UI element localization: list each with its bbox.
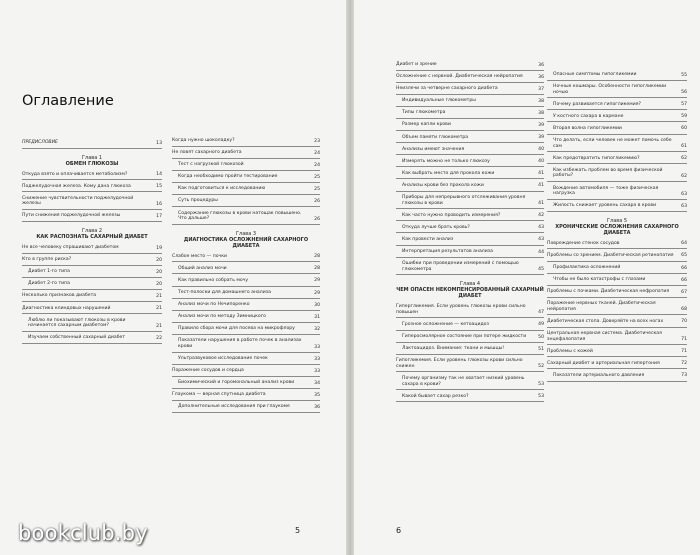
toc-entry <box>547 331 687 345</box>
toc-entry <box>22 213 162 222</box>
toc-subentry <box>172 326 320 335</box>
toc-subentry <box>172 162 320 171</box>
toc-entry-title: Какой бывает сахар резко? <box>402 393 469 399</box>
chapter-title: ЧЕМ ОПАСЕН НЕКОМПЕНСИРОВАННЫЙ САХАРНЫЙ ДИАБЕТ <box>396 287 544 300</box>
toc-subentry <box>172 302 320 311</box>
toc-page-number: 72 <box>681 361 687 367</box>
toc-page-number: 68 <box>681 307 687 313</box>
toc-entry <box>22 140 162 149</box>
toc-subentry <box>396 237 544 246</box>
toc-page-number: 33 <box>314 356 320 362</box>
toc-page-number: 31 <box>314 314 320 320</box>
toc-page-number: 33 <box>314 344 320 350</box>
toc-subentry <box>22 335 162 344</box>
toc-entry-title: Тест с нагрузкой глюкозой <box>178 162 244 168</box>
toc-subentry <box>22 269 162 278</box>
right-page <box>354 0 700 555</box>
toc-page-number: 39 <box>538 135 544 141</box>
toc-entry-title: Лактоацидоз. Внимание: ткани и мышцы! <box>402 346 505 352</box>
toc-entry-title: Диабет 1-го типа <box>28 269 70 275</box>
toc-subentry <box>547 265 687 274</box>
toc-page-number: 36 <box>314 404 320 410</box>
right-column-1 <box>396 62 544 406</box>
toc-page-number: 20 <box>156 257 162 263</box>
toc-entry-title: Почему организму так не хватает низкий уровень сахара в крови? <box>402 375 525 387</box>
toc-page-number: 71 <box>681 349 687 355</box>
toc-subentry <box>22 318 162 332</box>
toc-entry-title: Люблю ли показывают глюкозы в крови начинается сахарным диабетом? <box>28 317 126 329</box>
toc-subentry <box>396 394 544 403</box>
toc-entry-title: Измерять можно не только глюкозу <box>402 158 490 164</box>
toc-page-number: 53 <box>538 394 544 400</box>
toc-page-number: 40 <box>538 159 544 165</box>
toc-entry-title: Интерпретация результатов анализа <box>402 249 493 254</box>
toc-entry-title: Осложнение с нервной. Диабетическая нейропатия <box>396 74 523 80</box>
toc-page-number: 21 <box>156 293 162 299</box>
toc-page-number: 63 <box>681 191 687 197</box>
toc-page-number: 28 <box>314 266 320 272</box>
chapter-title: ДИАГНОСТИКА ОСЛОЖНЕНИЙ САХАРНОГО ДИАБЕТА <box>183 236 309 249</box>
chapter-title: ОБМЕН ГЛЮКОЗЫ <box>65 160 119 167</box>
toc-entry <box>22 257 162 266</box>
toc-entry-title: Биохимический и горомональный анализ крови <box>178 380 295 386</box>
toc-entry-title: Как провести анализ <box>402 236 454 242</box>
toc-entry-title: Анализ мочи по методу Зимницкого <box>178 314 266 320</box>
page-number: 5 <box>295 526 301 535</box>
toc-page-number: 28 <box>314 254 320 260</box>
toc-entry <box>22 306 162 315</box>
toc-entry <box>547 319 687 328</box>
toc-entry-title: Диабет и зрение <box>396 62 437 67</box>
chapter-heading <box>22 228 162 240</box>
toc-page-number: 59 <box>681 114 687 120</box>
toc-entry-title: Вторая волна гипогликемии <box>553 125 622 131</box>
toc-entry-title: Изучаем собственный сахарный диабет <box>28 335 126 341</box>
toc-subentry <box>547 138 687 152</box>
toc-subentry <box>172 290 320 299</box>
toc-entry-title: Вождение автомобиля — тоже физическая нагрузка <box>553 185 659 197</box>
toc-subentry <box>396 98 544 107</box>
toc-entry-title: Диагностика клиндовых нарушений <box>22 305 111 311</box>
toc-subentry <box>396 147 544 156</box>
toc-entry-title: Тест-полоски для домашнего анализа <box>178 290 271 296</box>
toc-page-number: 35 <box>314 392 320 398</box>
toc-page-number: 25 <box>314 186 320 192</box>
toc-page-number: 62 <box>681 156 687 162</box>
toc-page-number: 42 <box>538 213 544 219</box>
watermark: bookclub.by <box>18 521 148 545</box>
toc-page-number: 21 <box>156 306 162 312</box>
toc-entry-title: Слабое место — почки <box>172 253 227 259</box>
toc-entry-title: Чтобы не было катастрофы с глазами <box>553 277 646 283</box>
toc-page-number: 70 <box>681 319 687 325</box>
toc-entry-title: Поражение нервных тканей. Диабетическая нейропатия <box>547 301 656 312</box>
toc-subentry <box>547 168 687 182</box>
toc-entry-title: Повреждение стенок сосудов <box>547 240 620 246</box>
toc-subentry <box>172 404 320 413</box>
right-column-2 <box>547 72 687 385</box>
toc-entry-title: Размер капли крови <box>402 122 451 128</box>
toc-page-number: 36 <box>538 62 544 68</box>
toc-page-number: 23 <box>314 138 320 144</box>
toc-entry-title: Профилактика осложнений <box>553 265 621 270</box>
toc-subentry <box>547 186 687 200</box>
toc-entry-title: Анализы имеют значения <box>402 146 465 152</box>
toc-page-number: 66 <box>681 265 687 271</box>
toc-page-number: 64 <box>681 241 687 247</box>
toc-subentry <box>396 183 544 192</box>
toc-entry-title: Ультразвуковое исследование почек <box>178 356 268 362</box>
toc-entry <box>22 293 162 302</box>
toc-subentry <box>396 261 544 275</box>
chapter-label: Глава 1 <box>81 154 103 161</box>
toc-entry-title: Правило сбора мочи для посева на микрофлору <box>178 326 295 332</box>
toc-entry-title: Как избежать проблем во время физической работы? <box>553 167 663 179</box>
toc-subentry <box>396 376 544 390</box>
toc-entry-title: Жилость снижает уровень сахара в крови <box>553 203 657 209</box>
toc-page-number: 41 <box>538 183 544 189</box>
toc-page-number: 43 <box>538 237 544 243</box>
toc-entry-title: Когда необходимо пройти тестирование <box>178 174 278 180</box>
toc-entry <box>396 74 544 83</box>
toc-page-number: 26 <box>314 216 320 222</box>
toc-entry-title: Гиперосмолярное состояние при потере жидкости <box>402 334 527 340</box>
toc-entry <box>22 184 162 193</box>
toc-entry-title: Когда нужно шоколадку? <box>172 138 235 143</box>
toc-page-number: 45 <box>538 267 544 273</box>
toc-entry-title: Неизлечи за четверне сахарного диабета <box>396 86 498 92</box>
toc-entry-title: Диабет 2-го типа <box>28 281 70 287</box>
toc-entry-title: Снижение чувствительности поджелудочной железы <box>22 195 134 207</box>
toc-entry <box>22 196 162 210</box>
toc-entry-title: Откуда лучше брать кровь? <box>402 224 470 230</box>
toc-subentry <box>547 203 687 212</box>
toc-entry-title: Индивидуальные глюкометры <box>402 98 476 104</box>
toc-page-number: 41 <box>538 201 544 207</box>
chapter-title: КАК РАСПОЗНАТЬ САХАРНЫЙ ДИАБЕТ <box>36 234 148 241</box>
toc-entry <box>396 304 544 318</box>
toc-page-number: 47 <box>538 310 544 316</box>
toc-page-number: 24 <box>314 162 320 168</box>
toc-entry-title: Несколько признаков диабета <box>22 293 97 299</box>
toc-subentry <box>22 281 162 290</box>
toc-subentry <box>547 84 687 98</box>
toc-page-number: 52 <box>538 364 544 370</box>
toc-subentry <box>396 249 544 258</box>
toc-entry-title: Ошибки при проведении измерений с помощью глюкометра <box>402 261 519 272</box>
toc-subentry <box>396 346 544 355</box>
toc-entry-title: Пути снижения поджелудочной железы <box>22 213 121 219</box>
toc-page-number: 30 <box>314 302 320 308</box>
toc-page-number: 60 <box>681 126 687 132</box>
toc-subentry <box>547 102 687 111</box>
toc-entry-title: Сахарный диабет и артериальная гипертония <box>547 360 660 366</box>
toc-page-number: 73 <box>681 373 687 379</box>
toc-entry-title: Показатели нарушения в работе почек в анализах крови <box>178 338 302 349</box>
toc-page-number: 29 <box>314 290 320 296</box>
toc-page-number: 57 <box>681 102 687 108</box>
toc-subentry <box>396 195 544 209</box>
toc-entry-title: Дополнительные исследования при глаукоме <box>178 404 290 410</box>
toc-entry-title: Откуда взято и оплачивается метаболизм? <box>22 171 128 177</box>
chapter-heading <box>172 231 320 249</box>
toc-page-number: 41 <box>538 171 544 177</box>
toc-entry-title: Как правильно собрать мочу <box>178 277 249 283</box>
toc-page-number: 15 <box>156 184 162 190</box>
toc-page-number: 38 <box>538 110 544 116</box>
toc-page-number: 36 <box>538 74 544 80</box>
toc-page-number: 50 <box>538 334 544 340</box>
chapter-label: Глава 5 <box>606 217 628 224</box>
toc-subentry <box>172 278 320 287</box>
toc-entry-title: Опасные симптомы гипогликемии <box>553 72 637 77</box>
left-column-1 <box>22 140 162 347</box>
toc-subentry <box>547 277 687 286</box>
toc-subentry <box>396 122 544 131</box>
left-page <box>0 0 346 555</box>
toc-entry-title: Глаукома — верная спутница диабета <box>172 392 266 398</box>
toc-subentry <box>172 356 320 365</box>
toc-entry-title: Ночные кошмары. Особенности гипогликемии ночью <box>553 84 667 95</box>
toc-page-number: 63 <box>681 203 687 209</box>
toc-entry-title: Что делать, если человек не может помочь себе сам <box>553 138 672 149</box>
toc-entry-title: Почему развивается гипогликемия? <box>553 101 641 107</box>
toc-subentry <box>172 338 320 352</box>
toc-entry-title: Показатели артериального давления <box>553 372 645 378</box>
toc-subentry <box>547 72 687 81</box>
page-title: Оглавление <box>22 93 114 109</box>
toc-page-number: 20 <box>156 281 162 287</box>
toc-subentry <box>396 110 544 119</box>
toc-entry <box>172 150 320 159</box>
toc-entry <box>547 241 687 250</box>
toc-entry <box>547 289 687 298</box>
toc-entry-title: Проблемы со зрением. Диабетическая ретинопатия <box>547 252 674 258</box>
toc-entry-title: Как подготовиться к исследованию <box>178 186 266 192</box>
left-column-2 <box>172 138 320 417</box>
toc-entry <box>172 254 320 263</box>
toc-page-number: 40 <box>538 147 544 153</box>
toc-entry-title: Диабетическая стопа. Доверяйте на всех ногах <box>547 318 664 324</box>
toc-page-number: 13 <box>156 140 162 146</box>
toc-subentry <box>396 334 544 343</box>
toc-entry <box>396 358 544 372</box>
toc-page-number: 33 <box>314 368 320 374</box>
toc-entry-title: Общий анализ мочи <box>178 265 227 271</box>
toc-entry-title: Проблемы с почками. Диабетическая нефропатия <box>547 289 670 295</box>
toc-entry-title: Грозное осложнение — кетоацидоз <box>402 321 489 327</box>
toc-entry-title: Проблемы с кожей <box>547 348 593 354</box>
toc-page-number: 44 <box>538 249 544 255</box>
chapter-label: Глава 4 <box>459 281 481 288</box>
toc-entry <box>547 349 687 358</box>
toc-page-number: 26 <box>314 198 320 204</box>
toc-subentry <box>172 198 320 207</box>
toc-page-number: 14 <box>156 172 162 178</box>
toc-subentry <box>547 114 687 123</box>
toc-entry <box>547 361 687 370</box>
toc-subentry <box>396 213 544 222</box>
toc-page-number: 16 <box>156 201 162 207</box>
toc-subentry <box>396 225 544 234</box>
toc-entry-title: Приборы для непрерывного отслеживания уровня глюкозы в крови <box>402 195 526 206</box>
toc-entry-title: Не ловят сахарного диабета <box>172 150 242 156</box>
toc-page-number: 29 <box>314 278 320 284</box>
toc-page-number: 17 <box>156 213 162 219</box>
toc-page-number: 21 <box>156 323 162 329</box>
chapter-label: Глава 2 <box>81 228 103 235</box>
toc-subentry <box>172 174 320 183</box>
toc-entry-title: Гипогликемия. Если уровень глюкозы крови сильно снижен <box>396 358 523 369</box>
chapter-heading <box>22 155 162 167</box>
toc-page-number: 38 <box>538 98 544 104</box>
toc-page-number: 22 <box>156 335 162 341</box>
toc-entry-title: Кто в группе риска? <box>22 257 72 263</box>
toc-entry <box>396 62 544 71</box>
toc-page-number: 61 <box>681 144 687 150</box>
toc-entry-title: Как выбрать место для прокола кожи <box>402 170 495 176</box>
toc-subentry <box>172 380 320 389</box>
toc-entry-title: Поджелудочная железа. Кому дана глюкоза <box>22 183 131 189</box>
toc-entry-title: Поражение сосудов и сердца <box>172 368 244 374</box>
toc-subentry <box>396 171 544 180</box>
toc-entry-title: Как часто нужно проводить измерения? <box>402 212 501 218</box>
chapter-title: ХРОНИЧЕСКИЕ ОСЛОЖНЕНИЯ САХАРНОГО ДИАБЕТА <box>555 223 679 236</box>
toc-page-number: 37 <box>538 86 544 92</box>
toc-page-number: 51 <box>538 346 544 352</box>
toc-entry <box>172 138 320 147</box>
toc-page-number: 62 <box>681 173 687 179</box>
toc-subentry <box>547 156 687 165</box>
toc-entry-title: Анализ мочи по Нечипоренко <box>178 302 250 308</box>
toc-entry <box>22 172 162 181</box>
toc-entry-title: Центральная нервная система. Диабетическая энцефалопатия <box>547 331 662 342</box>
toc-entry <box>547 301 687 315</box>
toc-entry <box>547 253 687 262</box>
chapter-label: Глава 3 <box>235 230 257 237</box>
toc-page-number: 53 <box>538 382 544 388</box>
toc-entry-title: Типы глюкометра <box>402 110 446 116</box>
toc-entry-title: Как предотвратить гипогликемию? <box>553 155 640 161</box>
toc-entry-title: У костного сахара в кармане <box>553 113 624 119</box>
toc-subentry <box>547 126 687 135</box>
toc-page-number: 55 <box>681 72 687 78</box>
toc-page-number: 20 <box>156 269 162 275</box>
toc-page-number: 65 <box>681 253 687 259</box>
toc-entry <box>172 392 320 401</box>
toc-entry-title: Содержание глюкозы в крови натощак повышено. Что дальше? <box>178 210 302 222</box>
toc-entry <box>22 245 162 254</box>
toc-page-number: 39 <box>538 122 544 128</box>
toc-page-number: 25 <box>314 174 320 180</box>
toc-entry-title: Суть процедуры <box>178 198 218 204</box>
toc-page-number: 67 <box>681 289 687 295</box>
toc-entry-title: Анализы крови без прокола кожи <box>402 182 484 188</box>
toc-page-number: 24 <box>314 150 320 156</box>
toc-page-number: 49 <box>538 322 544 328</box>
toc-page-number: 19 <box>156 245 162 251</box>
toc-entry <box>396 86 544 95</box>
toc-subentry <box>172 211 320 225</box>
chapter-heading <box>547 218 687 236</box>
toc-page-number: 43 <box>538 225 544 231</box>
page-number: 6 <box>396 526 402 535</box>
toc-subentry <box>396 322 544 331</box>
toc-page-number: 66 <box>681 277 687 283</box>
toc-subentry <box>172 186 320 195</box>
toc-entry-title: Объем памяти глюкометра <box>402 134 469 140</box>
toc-entry <box>172 368 320 377</box>
toc-subentry <box>172 314 320 323</box>
toc-entry-title: ПРЕДИСЛОВИЕ <box>22 140 58 145</box>
toc-page-number: 56 <box>681 90 687 96</box>
book-gutter <box>346 0 354 555</box>
toc-subentry <box>396 135 544 144</box>
toc-entry-title: Не все человеку спрашивают диабетом <box>22 245 119 251</box>
toc-subentry <box>396 159 544 168</box>
toc-page-number: 34 <box>314 380 320 386</box>
chapter-heading <box>396 281 544 299</box>
toc-subentry <box>172 266 320 275</box>
toc-entry-title: Гипергликемия. Если уровень глюкозы крови сильно повышен <box>396 304 526 315</box>
toc-page-number: 71 <box>681 337 687 343</box>
toc-page-number: 32 <box>314 326 320 332</box>
toc-subentry <box>547 373 687 382</box>
